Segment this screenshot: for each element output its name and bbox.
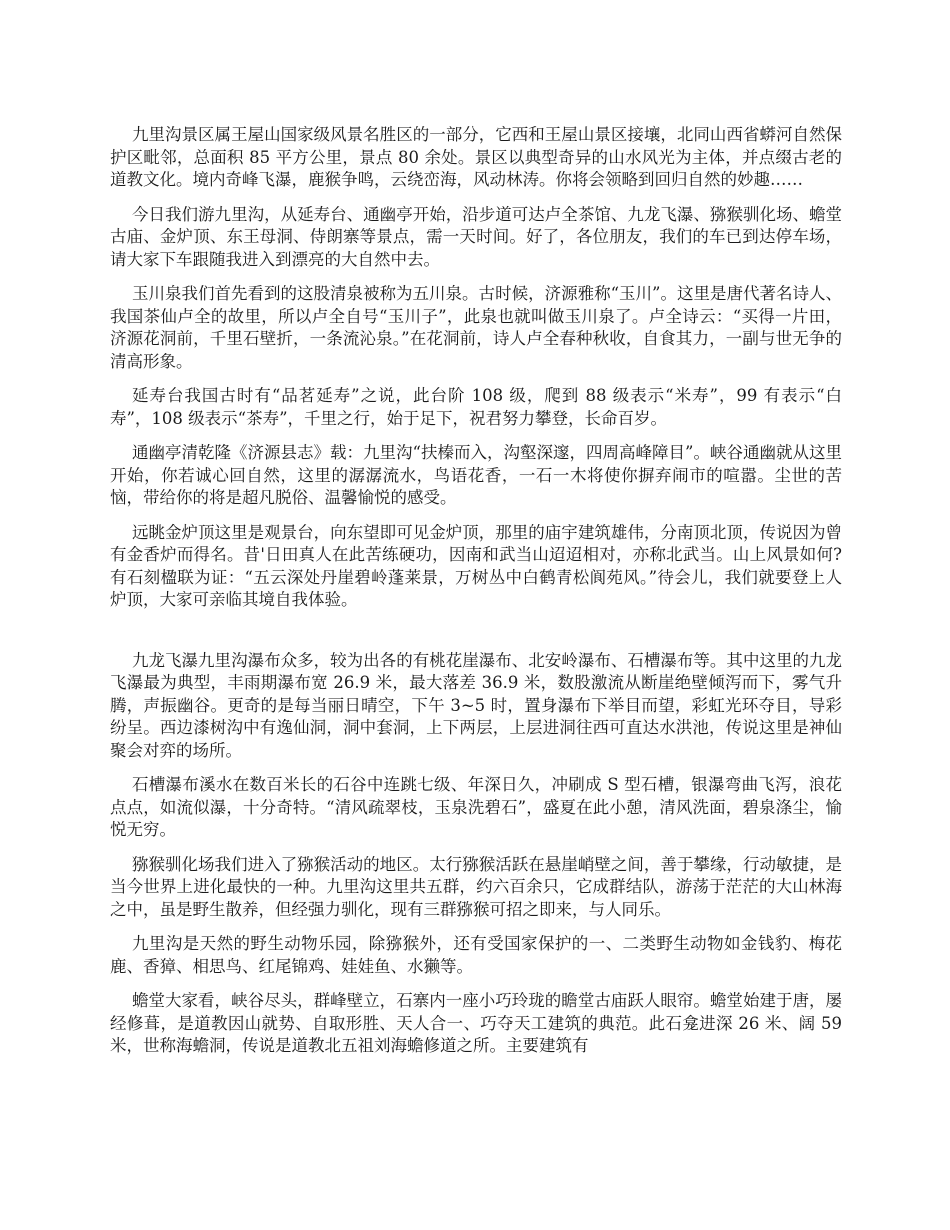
paragraph-yanshou-terrace: 延寿台我国古时有“品茗延寿”之说，此台阶 108 级，爬到 88 级表示“米寿”，99 有表示“白寿”，108 级表示“茶寿”，千里之行，始于足下，祝君努力攀登，长命百岁。 <box>110 386 842 428</box>
document-page <box>110 124 842 1070</box>
paragraph-jiulong-waterfall: 九龙飞瀑九里沟瀑布众多，较为出各的有桃花崖瀑布、北安岭瀑布、石槽瀑布等。其中这里的九龙飞瀑最为典型，丰雨期瀑布宽 26.9 米，最大落差 36.9 米，数股激流从断崖绝壁倾泻而下，雾气升腾，声振幽谷。更奇的是每当丽日晴空，下午 3~5 时，置身瀑布下举目而望，彩虹光环夺目，导彩纷呈。西边漆树沟中有逸仙洞，洞中套洞，上下两层，上层进洞往西可直达水洪池，传说这里是神仙聚会对弈的场所。 <box>110 650 842 760</box>
paragraph-jinlu-peak: 远眺金炉顶这里是观景台，向东望即可见金炉顶，那里的庙宇建筑雄伟，分南顶北顶，传说因为曾有金香炉而得名。昔'日田真人在此苦练硬功，因南和武当山迢迢相对，亦称北武当。山上风景如何?有石刻楹联为证：“五云深处丹崖碧岭蓬莱景，万树丛中白鹤青松阆苑风。”待会儿，我们就要登上人炉顶，大家可亲临其境自我体验。 <box>110 522 842 609</box>
paragraph-yuchuan-spring: 玉川泉我们首先看到的这股清泉被称为五川泉。古时候，济源雅称“玉川”。这里是唐代著名诗人、我国茶仙卢全的故里，所以卢全自号“玉川子”，此泉也就叫做玉川泉了。卢全诗云：“买得一片田，济源花洞前，千里石壁折，一条流沁泉。”在花洞前，诗人卢全春种秋收，自食其力，一副与世无争的清高形象。 <box>110 284 842 371</box>
paragraph-shicao-waterfall: 石槽瀑布溪水在数百米长的石谷中连跳七级、年深日久，冲刷成 S 型石槽，银瀑弯曲飞泻，浪花点点，如流似瀑，十分奇特。“清风疏翠枝，玉泉洗碧石”，盛夏在此小憩，清风洗面，碧泉涤尘，愉悦无穷。 <box>110 775 842 839</box>
paragraph-itinerary: 今日我们游九里沟，从延寿台、通幽亭开始，沿步道可达卢全茶馆、九龙飞瀑、猕猴驯化场、蟾堂古庙、金炉顶、东王母洞、侍朗寨等景点，需一天时间。好了，各位朋友，我们的车已到达停车场，请大家下车跟随我进入到漂亮的大自然中去。 <box>110 204 842 269</box>
paragraph-tongyou-pavilion: 通幽亭清乾隆《济源县志》载：九里沟“扶榛而入，沟壑深邃，四周高峰障目”。峡谷通幽就从这里开始，你若诚心回自然，这里的潺潺流水，鸟语花香，一石一木将使你摒弃闹市的喧嚣。尘世的苦恼，带给你的将是超凡脱俗、温馨愉悦的感受。 <box>110 443 842 507</box>
paragraph-intro: 九里沟景区属王屋山国家级风景名胜区的一部分，它西和王屋山景区接壤，北同山西省蟒河自然保护区毗邻，总面积 85 平方公里，景点 80 余处。景区以典型奇异的山水风光为主体，并点缀古老的道教文化。境内奇峰飞瀑，鹿猴争鸣，云绕峦海，风动林涛。你将会领略到回归自然的妙趣…… <box>110 125 842 189</box>
paragraph-macaque-area: 猕猴驯化场我们进入了猕猴活动的地区。太行猕猴活跃在悬崖峭壁之间，善于攀缘，行动敏捷，是当今世界上进化最快的一种。九里沟这里共五群，约六百余只，它成群结队，游荡于茫茫的大山林海之中，虽是野生散养，但经强力驯化，现有三群猕猴可招之即来，与人同乐。 <box>110 854 842 919</box>
paragraph-chantang-temple: 蟾堂大家看，峡谷尽头，群峰壁立，石寨内一座小巧玲珑的瞻堂古庙跃人眼帘。蟾堂始建于唐，屡经修葺，是道教因山就势、自取形胜、天人合一、巧夺天工建筑的典范。此石龛进深 26 米、阔 59 米，世称海蟾洞，传说是道教北五祖刘海蟾修道之所。主要建筑有 <box>110 991 842 1055</box>
paragraph-wildlife: 九里沟是天然的野生动物乐园，除猕猴外，还有受国家保护的一、二类野生动物如金钱豹、梅花鹿、香獐、相思鸟、红尾锦鸡、娃娃鱼、水獭等。 <box>110 934 842 976</box>
section-gap <box>110 624 842 650</box>
